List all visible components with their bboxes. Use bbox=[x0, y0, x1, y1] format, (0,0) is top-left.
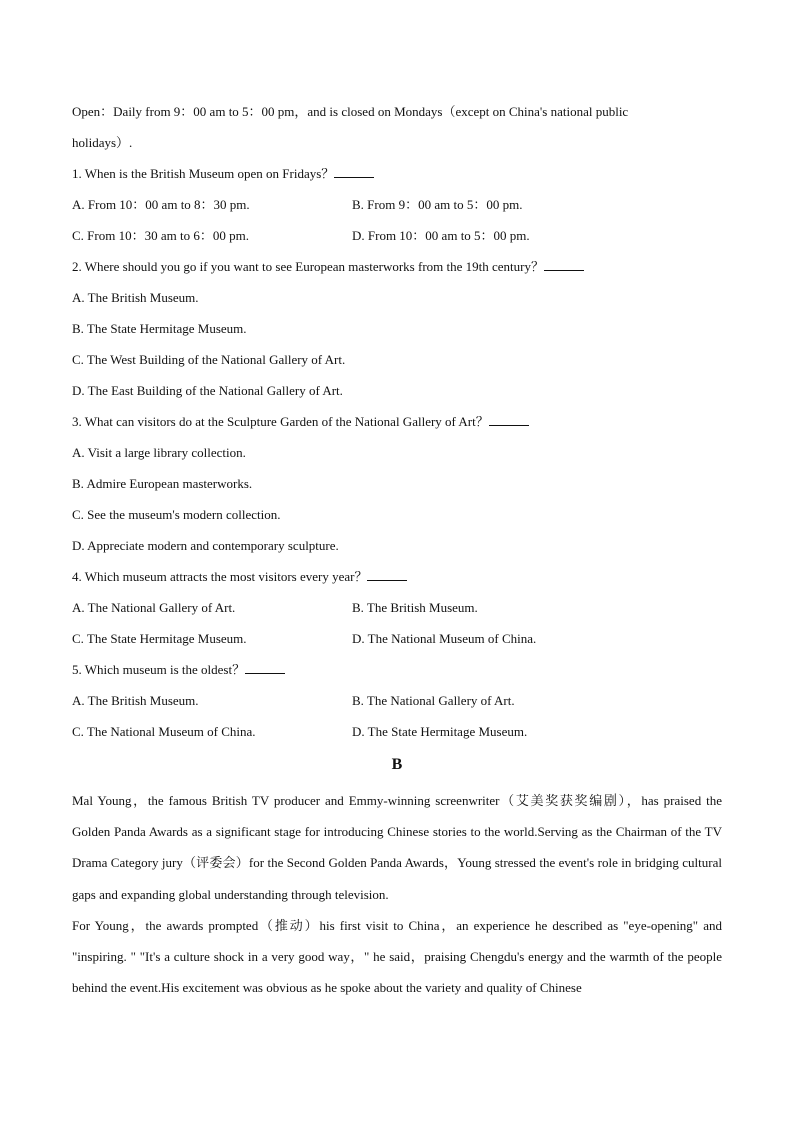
section-b-title: B bbox=[391, 756, 403, 773]
question-5-option-c: C. The National Museum of China. bbox=[72, 724, 256, 739]
question-2-text: 2. Where should you go if you want to see European masterworks from the 19th century？ bbox=[72, 259, 544, 274]
question-5-option-b: B. The National Gallery of Art. bbox=[352, 693, 515, 708]
question-1-option-c: C. From 10：30 am to 6：00 pm. bbox=[72, 228, 249, 243]
answer-blank-3[interactable] bbox=[489, 413, 529, 426]
answer-blank-1[interactable] bbox=[334, 165, 374, 178]
question-3-text: 3. What can visitors do at the Sculpture Garden of the National Gallery of Art？ bbox=[72, 414, 489, 429]
question-1-option-b: B. From 9：00 am to 5：00 pm. bbox=[352, 197, 523, 212]
opening-hours-line-2: holidays）. bbox=[72, 135, 133, 150]
section-b-paragraph-1: Mal Young，the famous British TV producer and Emmy-winning screenwriter（艾美奖获奖编剧），has praised the Golden Panda Awards as a significant stage for introducing Chinese stories to the world.Serving as the Chairman of the TV Drama Category jury（评委会）for the Second Golden Panda Awards，Young stressed the event's role in bridging cultural gaps and expanding global understanding through television. bbox=[72, 793, 722, 902]
question-5-options-row-2 bbox=[72, 720, 722, 751]
question-4-options-row-2 bbox=[72, 627, 722, 658]
question-4-text: 4. Which museum attracts the most visitors every year？ bbox=[72, 569, 368, 584]
question-3-option-b: B. Admire European masterworks. bbox=[72, 476, 253, 491]
question-2-option-c: C. The West Building of the National Gallery of Art. bbox=[72, 352, 346, 367]
section-b-paragraph-2: For Young，the awards prompted（推动）his first visit to China，an experience he described as "eye-opening" and "inspiring. " "It's a culture shock in a very good way，" he said，praising Chengdu's energy and the warmth of the people behind the event.His excitement was obvious as he spoke about the variety and quality of Chinese bbox=[72, 917, 722, 996]
question-2-option-d: D. The East Building of the National Gallery of Art. bbox=[72, 383, 343, 398]
question-5-options-row-1 bbox=[72, 689, 722, 720]
document-page bbox=[72, 100, 722, 1003]
question-2-option-a: A. The British Museum. bbox=[72, 290, 199, 305]
question-3-option-c: C. See the museum's modern collection. bbox=[72, 507, 281, 522]
answer-blank-4[interactable] bbox=[367, 568, 407, 581]
question-3-stem bbox=[72, 410, 722, 441]
answer-blank-5[interactable] bbox=[245, 661, 285, 674]
question-4-option-c: C. The State Hermitage Museum. bbox=[72, 631, 247, 646]
question-5-stem bbox=[72, 658, 722, 689]
question-1-stem bbox=[72, 162, 722, 193]
question-3-option-d: D. Appreciate modern and contemporary sculpture. bbox=[72, 538, 339, 553]
question-4-option-b: B. The British Museum. bbox=[352, 600, 478, 615]
question-4-option-a: A. The National Gallery of Art. bbox=[72, 600, 236, 615]
question-5-text: 5. Which museum is the oldest？ bbox=[72, 662, 246, 677]
question-2-stem bbox=[72, 255, 722, 286]
question-2-option-b: B. The State Hermitage Museum. bbox=[72, 321, 247, 336]
question-4-option-d: D. The National Museum of China. bbox=[352, 631, 537, 646]
question-4-options-row-1 bbox=[72, 596, 722, 627]
question-1-options-row-1 bbox=[72, 193, 722, 224]
question-1-text: 1. When is the British Museum open on Fridays？ bbox=[72, 166, 335, 181]
answer-blank-2[interactable] bbox=[544, 258, 584, 271]
opening-hours-line-1: Open：Daily from 9：00 am to 5：00 pm，and is closed on Mondays（except on China's national public bbox=[72, 104, 629, 119]
question-5-option-d: D. The State Hermitage Museum. bbox=[352, 724, 528, 739]
question-5-option-a: A. The British Museum. bbox=[72, 693, 199, 708]
question-1-option-a: A. From 10：00 am to 8：30 pm. bbox=[72, 197, 250, 212]
question-1-options-row-2 bbox=[72, 224, 722, 255]
question-3-option-a: A. Visit a large library collection. bbox=[72, 445, 246, 460]
question-4-stem bbox=[72, 565, 722, 596]
question-1-option-d: D. From 10：00 am to 5：00 pm. bbox=[352, 228, 530, 243]
